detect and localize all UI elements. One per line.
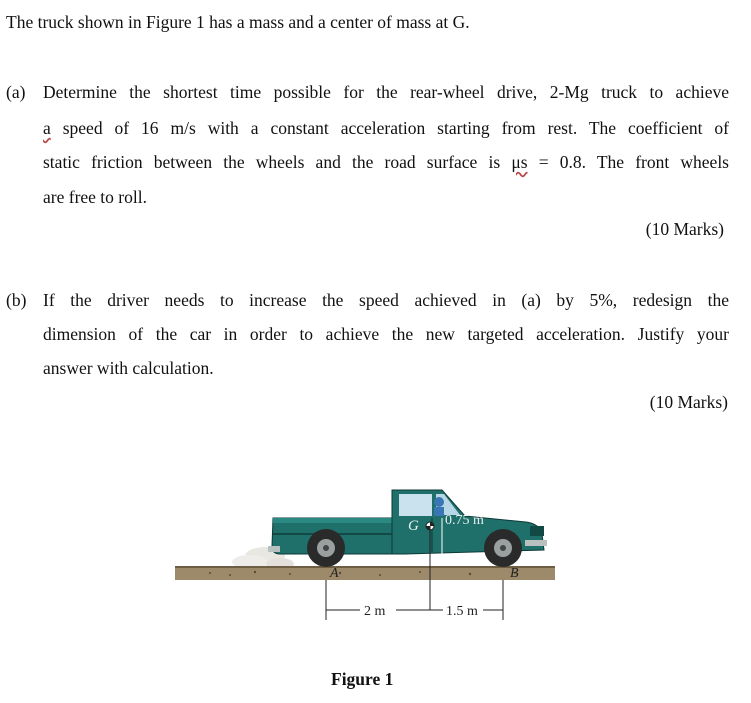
figure-caption: Figure 1	[331, 669, 394, 689]
part-b-line-3: answer with calculation.	[43, 358, 214, 378]
dim-left-label: 2 m	[364, 604, 386, 619]
part-a-line-3	[43, 152, 729, 173]
front-wheel	[484, 529, 522, 567]
part-b-marks: (10 Marks)	[649, 392, 728, 412]
rear-wheel	[307, 529, 345, 567]
label-A: A	[330, 566, 339, 581]
truck-figure	[170, 478, 560, 638]
part-a-line-2-first-word: a	[43, 118, 51, 138]
part-b-line-2: dimension of the car in order to achieve the new targeted acceleration. Justify your	[43, 324, 729, 344]
label-G: G	[408, 518, 419, 534]
part-a-line-3-pre: static friction between the wheels and the road surface is	[43, 152, 512, 172]
ground-surface	[175, 566, 555, 580]
part-a-label: (a)	[6, 82, 26, 102]
part-a-line-1: Determine the shortest time possible for the rear-wheel drive, 2-Mg truck to achieve	[43, 82, 729, 102]
part-a-line-3-post: = 0.8. The front wheels	[527, 152, 729, 172]
part-a-line-4: are free to roll.	[43, 187, 147, 207]
height-label: 0.75 m	[445, 513, 484, 528]
part-b-line-1: If the driver needs to increase the speed achieved in (a) by 5%, redesign the	[43, 290, 729, 310]
part-b-label: (b)	[6, 290, 27, 310]
label-B: B	[510, 566, 519, 581]
mu-s-symbol: μs	[511, 152, 528, 172]
dim-right-label: 1.5 m	[446, 604, 478, 619]
part-a-line-2	[43, 118, 729, 139]
part-a-line-2-rest: speed of 16 m/s with a constant acceleration starting from rest. The coefficient of	[50, 118, 729, 138]
part-a-marks: (10 Marks)	[645, 219, 724, 239]
intro-text: The truck shown in Figure 1 has a mass and a center of mass at G.	[6, 12, 470, 32]
